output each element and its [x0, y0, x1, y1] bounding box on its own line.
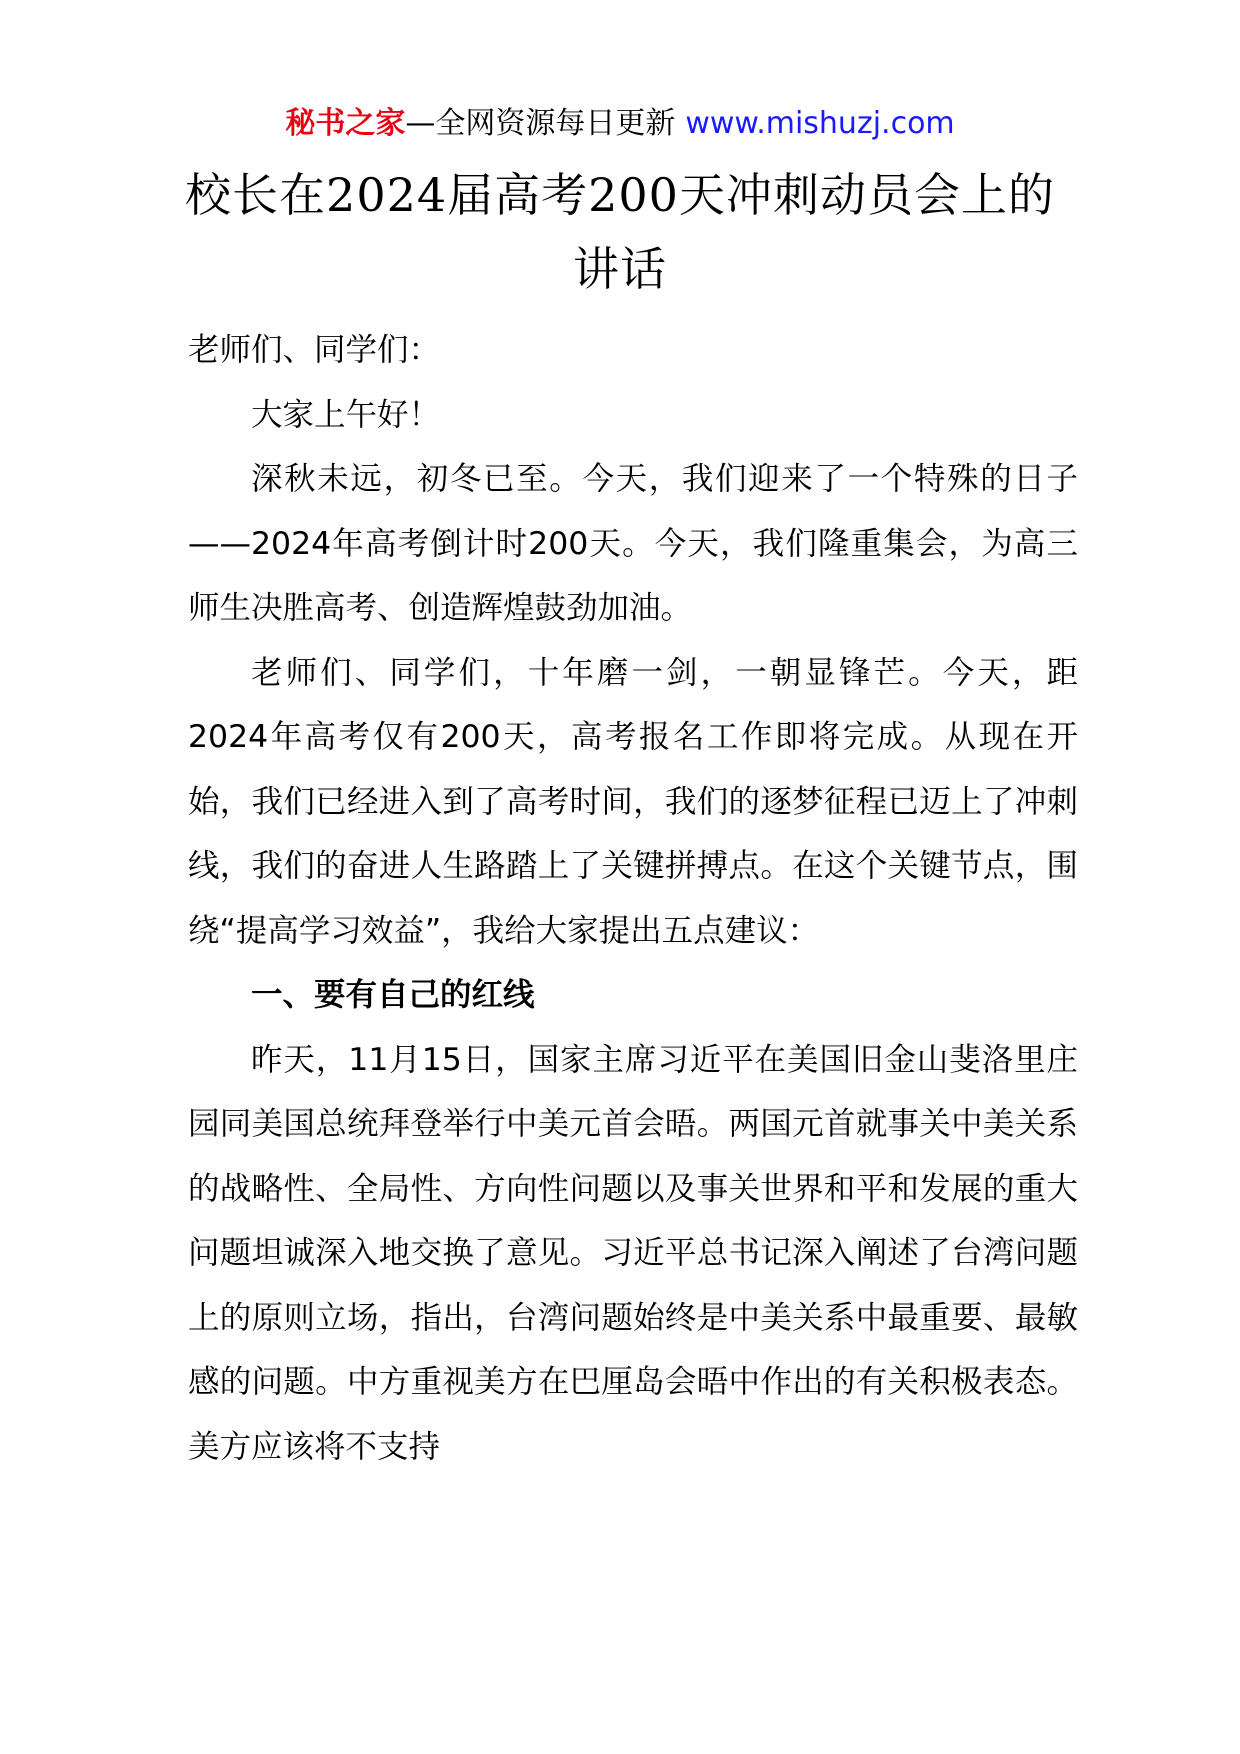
body-paragraph: 昨天，11月15日，国家主席习近平在美国旧金山斐洛里庄园同美国总统拜登举行中美元首会晤。两国元首就事关中美关系的战略性、全局性、方向性问题以及事关世界和平和发展的重大问题坦诚深入地交换了意见。习近平总书记深入阐述了台湾问题上的原则立场，指出，台湾问题始终是中美关系中最重要、最敏感的问题。中方重视美方在巴厘岛会晤中作出的有关积极表态。美方应该将不支持: [188, 1041, 1078, 1465]
title-text: 校长在: [185, 168, 327, 222]
title-text: 天冲刺动员会上的: [678, 168, 1055, 222]
salutation: 老师们、同学们：: [188, 332, 441, 368]
brand-name: 秘书之家: [285, 106, 406, 141]
title-text: 届高考: [447, 168, 589, 222]
title-year: 2024: [326, 168, 448, 222]
header-slogan: —全网资源每日更新: [405, 106, 676, 141]
document-body: [188, 318, 1078, 1479]
document-title: [180, 158, 1060, 306]
body-paragraph: 老师们、同学们，十年磨一剑，一朝显锋芒。今天，距2024年高考仅有200天，高考报名工作即将完成。从现在开始，我们已经进入到了高考时间，我们的逐梦征程已迈上了冲刺线，我们的奋进人生路踏上了关键拼搏点。在这个关键节点，围绕“提高学习效益”，我给大家提出五点建议：: [188, 654, 1078, 949]
title-text-line2: 讲话: [573, 242, 667, 296]
title-days: 200: [588, 168, 679, 222]
greeting: 大家上午好！: [251, 396, 441, 433]
body-paragraph: 深秋未远，初冬已至。今天，我们迎来了一个特殊的日子——2024年高考倒计时200天。今天，我们隆重集会，为高三师生决胜高考、创造辉煌鼓劲加油。: [188, 461, 1078, 626]
section-heading: 一、要有自己的红线: [251, 977, 535, 1013]
site-url-link[interactable]: www.mishuzj.com: [685, 106, 955, 141]
site-header: [0, 100, 1240, 148]
